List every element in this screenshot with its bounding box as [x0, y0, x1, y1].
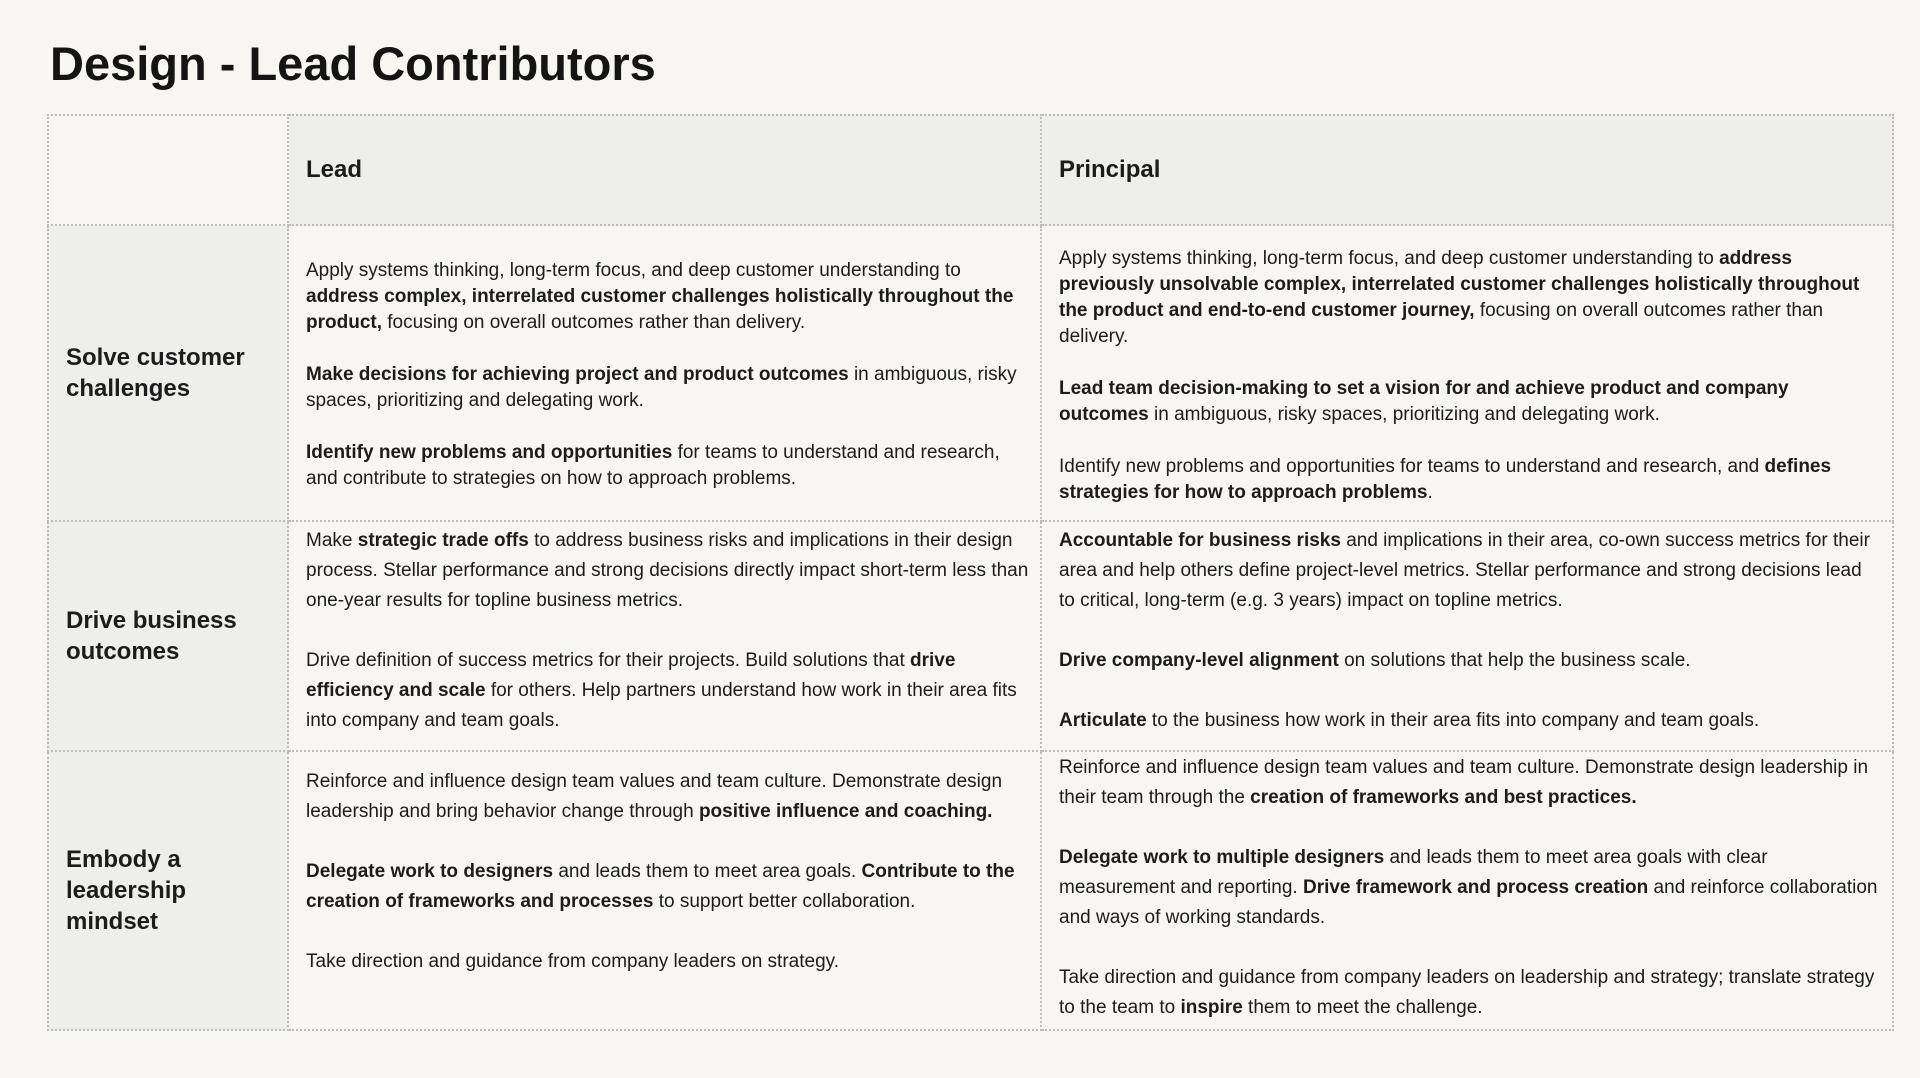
description-paragraph [306, 857, 1030, 917]
text-segment: focusing on overall outcomes rather than delivery. [1059, 300, 1824, 347]
row-header-label [66, 605, 237, 667]
text-segment: Take direction and guidance from company leaders on leadership and strategy; translate strategy to the team to [1059, 967, 1875, 1018]
description-paragraph [306, 526, 1030, 616]
row-header-line: mindset [66, 908, 159, 935]
row-header-label [66, 844, 186, 937]
text-segment: to support better collaboration. [653, 891, 916, 912]
cell-lead-solve-customer-challenges [289, 226, 1042, 522]
cell-lead-drive-business-outcomes [289, 522, 1042, 752]
text-segment: focusing on overall outcomes rather than delivery. [382, 312, 806, 333]
row-header-line: Solve customer [66, 344, 245, 371]
cell-principal-solve-customer-challenges [1042, 226, 1894, 522]
emphasized-text: defines strategies for how to approach problems [1059, 456, 1832, 503]
text-segment: them to meet the challenge. [1242, 997, 1483, 1018]
text-segment: and reinforce collaboration and ways of working standards. [1059, 877, 1878, 928]
text-segment: in ambiguous, risky spaces, prioritizing and delegating work. [306, 364, 1017, 411]
cell-lead-embody-a-leadership-mindset [289, 752, 1042, 1031]
column-header-principal: Principal [1042, 114, 1894, 226]
page-title: Design - Lead Contributors [50, 37, 656, 90]
description-paragraph [1059, 963, 1882, 1023]
emphasized-text: positive influence and coaching. [698, 801, 993, 822]
description-paragraph [1059, 246, 1882, 350]
description-paragraph [1059, 843, 1882, 933]
description-paragraph [306, 362, 1030, 414]
emphasized-text: Identify new problems and opportunities [306, 442, 673, 463]
corner-cell [47, 114, 289, 226]
cell-principal-embody-a-leadership-mindset [1042, 752, 1894, 1031]
row-header-label [66, 342, 245, 404]
text-segment: and leads them to meet area goals. [553, 861, 862, 882]
text-segment: Take direction and guidance from company leaders on strategy. [306, 951, 840, 972]
emphasized-text: Delegate work to designers [306, 861, 554, 882]
text-segment: Identify new problems and opportunities for teams to understand and research, and [1059, 456, 1765, 477]
text-segment: for others. Help partners understand how work in their area fits into company and team goals. [306, 680, 1017, 731]
text-segment: and implications in their area, co-own success metrics for their area and help others define project-level metrics. Stellar performance and strong decisions lead to critical, long-term (e.g. 3 years) impact on topline metrics. [1059, 530, 1870, 611]
emphasized-text: address complex, interrelated customer challenges holistically throughout the product, [306, 286, 1014, 333]
text-segment: Reinforce and influence design team values and team culture. Demonstrate design leadership and bring behavior change through [306, 771, 1003, 822]
emphasized-text: address previously unsolvable complex, interrelated customer challenges holistically throughout the product and end-to-end customer journey, [1059, 248, 1860, 321]
description-paragraph [1059, 526, 1882, 616]
text-segment: to address business risks and implications in their design process. Stellar performance and strong decisions directly impact short-term less than one-year results for topline business metrics. [306, 530, 1029, 611]
description-paragraph [306, 646, 1030, 736]
text-segment: in ambiguous, risky spaces, prioritizing and delegating work. [1148, 404, 1660, 425]
row-header-solve-customer-challenges [47, 226, 289, 522]
text-segment: on solutions that help the business scale. [1338, 650, 1691, 671]
text-segment: for teams to understand and research, and contribute to strategies on how to approach problems. [306, 442, 1000, 489]
description-paragraph [306, 258, 1030, 336]
text-segment: Reinforce and influence design team values and team culture. Demonstrate design leadership in their team through the [1059, 757, 1869, 808]
description-paragraph [306, 767, 1030, 827]
emphasized-text: Drive framework and process creation [1302, 877, 1649, 898]
row-header-drive-business-outcomes [47, 522, 289, 752]
emphasized-text: Accountable for business risks [1059, 530, 1341, 551]
text-segment: Make [306, 530, 358, 551]
emphasized-text: Lead team decision-making to set a vision for and achieve product and company outcomes [1059, 378, 1789, 425]
column-header-lead: Lead [289, 114, 1042, 226]
row-header-line: leadership [66, 877, 187, 904]
competency-matrix [47, 114, 1894, 1031]
emphasized-text: Articulate [1059, 710, 1147, 731]
emphasized-text: creation of frameworks and best practices. [1250, 787, 1637, 808]
row-header-line: Embody a [66, 846, 181, 873]
emphasized-text: drive efficiency and scale [306, 650, 956, 701]
row-header-line: challenges [66, 375, 191, 402]
emphasized-text: Contribute to the creation of frameworks and processes [306, 861, 1015, 912]
description-paragraph [1059, 376, 1882, 428]
row-header-embody-a-leadership-mindset [47, 752, 289, 1031]
description-paragraph [1059, 706, 1882, 736]
text-segment: . [1427, 482, 1433, 503]
text-segment: and leads them to meet area goals with clear measurement and reporting. [1059, 847, 1768, 898]
emphasized-text: Make decisions for achieving project and product outcomes [306, 364, 849, 385]
cell-principal-drive-business-outcomes [1042, 522, 1894, 752]
row-header-line: outcomes [66, 638, 180, 665]
description-paragraph [1059, 753, 1882, 813]
description-paragraph [306, 440, 1030, 492]
description-paragraph [1059, 646, 1882, 676]
emphasized-text: Delegate work to multiple designers [1059, 847, 1385, 868]
text-segment: Apply systems thinking, long-term focus, and deep customer understanding to [1059, 248, 1720, 269]
emphasized-text: inspire [1180, 997, 1243, 1018]
description-paragraph [306, 947, 1030, 977]
row-header-line: Drive business [66, 607, 237, 634]
emphasized-text: strategic trade offs [357, 530, 529, 551]
description-paragraph [1059, 454, 1882, 506]
text-segment: Drive definition of success metrics for their projects. Build solutions that [306, 650, 911, 671]
text-segment: to the business how work in their area fits into company and team goals. [1146, 710, 1760, 731]
emphasized-text: Drive company-level alignment [1059, 650, 1339, 671]
text-segment: Apply systems thinking, long-term focus, and deep customer understanding to [306, 260, 961, 281]
